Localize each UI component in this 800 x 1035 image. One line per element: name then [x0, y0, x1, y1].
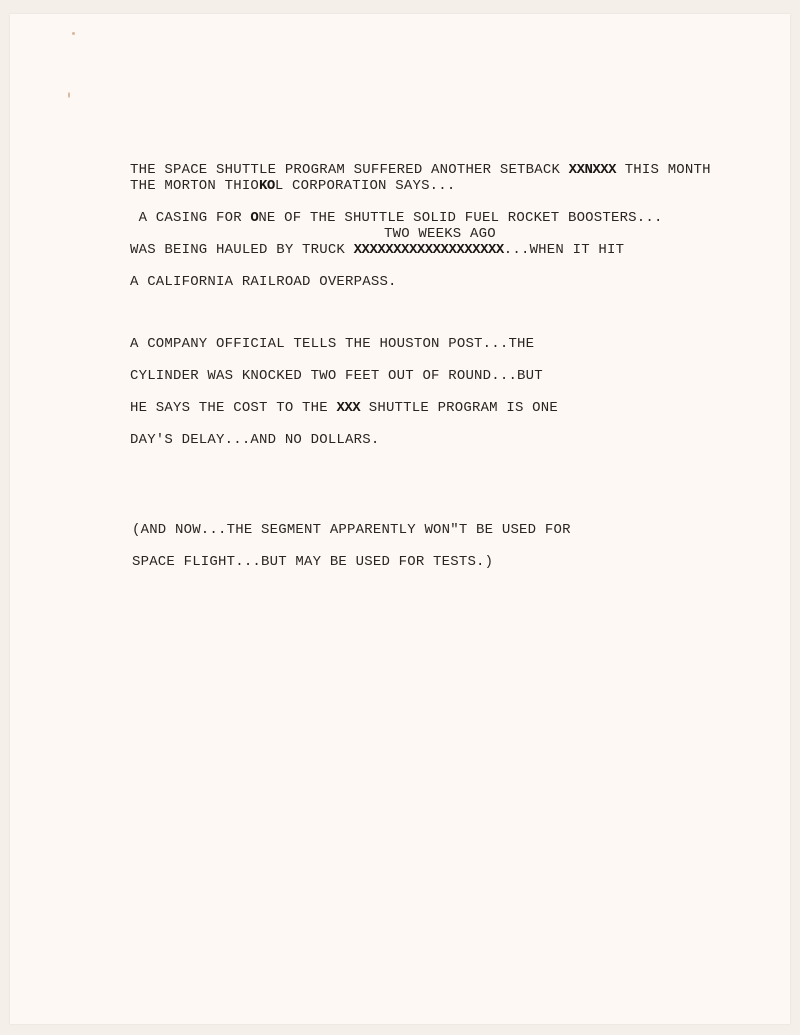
- para3-line3: [130, 400, 558, 416]
- text-run: THIS MONTH: [616, 162, 711, 178]
- overtyped-text: O: [250, 210, 259, 226]
- struck-out-text: XXNXXX: [568, 162, 617, 178]
- text-run: WAS BEING HAULED BY TRUCK: [130, 242, 354, 258]
- text-run: SHUTTLE PROGRAM IS ONE: [360, 400, 558, 416]
- para1-line2: [130, 178, 455, 194]
- handwritten-insertion: TWO WEEKS AGO: [384, 226, 496, 242]
- text-run: NE OF THE SHUTTLE SOLID FUEL ROCKET BOOSTERS...: [258, 210, 663, 226]
- para2-line3: A CALIFORNIA RAILROAD OVERPASS.: [130, 274, 397, 290]
- text-run: L CORPORATION SAYS...: [274, 178, 456, 194]
- para3-line4: DAY'S DELAY...AND NO DOLLARS.: [130, 432, 380, 448]
- paper-speck: [72, 32, 75, 35]
- text-run: HE SAYS THE COST TO THE: [130, 400, 337, 416]
- para2-line2: [130, 242, 624, 258]
- para3-line2: CYLINDER WAS KNOCKED TWO FEET OUT OF ROUND...BUT: [130, 368, 543, 384]
- para4-line2: SPACE FLIGHT...BUT MAY BE USED FOR TESTS.): [132, 554, 494, 570]
- overtyped-text: KO: [259, 178, 275, 194]
- text-run: THE SPACE SHUTTLE PROGRAM SUFFERED ANOTHER SETBACK: [130, 162, 569, 178]
- para4-line1: (AND NOW...THE SEGMENT APPARENTLY WON"T BE USED FOR: [132, 522, 571, 538]
- text-run: THE MORTON THIO: [130, 178, 260, 194]
- typed-page: [10, 14, 790, 1024]
- para2-line1: [130, 210, 663, 226]
- struck-out-text: XXX: [336, 400, 361, 416]
- paper-speck: [68, 92, 70, 98]
- text-run: ...WHEN IT HIT: [503, 242, 625, 258]
- para1-line1: [130, 162, 711, 178]
- struck-out-text: XXXXXXXXXXXXXXXXXXX: [353, 242, 504, 258]
- text-run: A CASING FOR: [130, 210, 251, 226]
- para3-line1: A COMPANY OFFICIAL TELLS THE HOUSTON POST...THE: [130, 336, 535, 352]
